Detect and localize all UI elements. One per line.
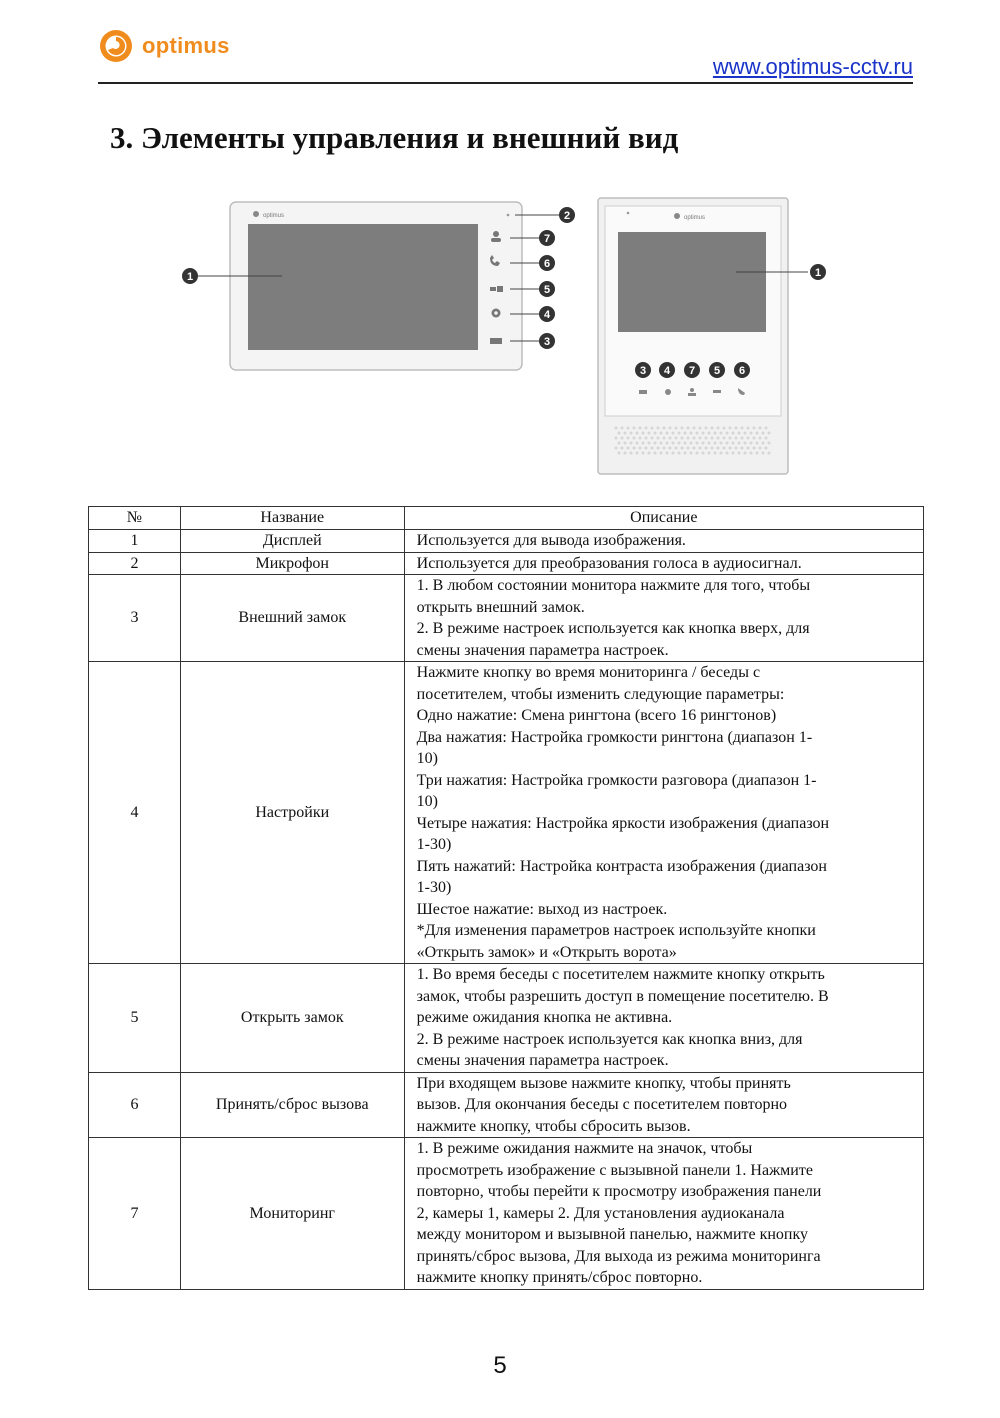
description-line: вызов. Для окончания беседы с посетителем повторно: [416, 1096, 788, 1113]
table-row: [89, 552, 924, 575]
page-header: [98, 26, 913, 84]
description-line: Шестое нажатие: выход из настроек.: [416, 900, 668, 918]
description-line: Три нажатия: Настройка громкости разговора (диапазон 1-: [416, 771, 817, 789]
callout-1-right: [810, 264, 826, 280]
optimus-logo: [98, 28, 230, 64]
row-number: 5: [89, 964, 181, 1073]
row-name: Принять/сброс вызова: [180, 1072, 404, 1138]
front-button-6: [734, 362, 750, 378]
svg-text:5: 5: [713, 365, 721, 377]
callout-1-left: [182, 268, 198, 284]
monitor-brand-label: optimus: [263, 213, 285, 219]
svg-text:1: 1: [814, 267, 822, 279]
row-description: [404, 575, 923, 662]
description-line: 1-30): [416, 836, 452, 853]
description-line: Пять нажатий: Настройка контраста изображения (диапазон: [416, 857, 827, 875]
table-row: [89, 662, 924, 964]
callout-5: [539, 281, 555, 297]
svg-text:6: 6: [738, 365, 746, 377]
monitor-screen: [248, 224, 478, 350]
description-line: замок, чтобы разрешить доступ в помещение посетителю. В: [416, 987, 829, 1005]
column-header-name: Название: [180, 507, 404, 530]
description-line: *Для изменения параметров настроек используйте кнопки: [416, 922, 816, 939]
controls-table: [88, 506, 924, 1290]
website-link[interactable]: www.optimus-cctv.ru: [712, 54, 913, 79]
row-number: 6: [89, 1072, 181, 1138]
front-button-7: [684, 362, 700, 378]
description-line: принять/сброс вызова, Для выхода из режима мониторинга: [416, 1247, 821, 1265]
description-line: между монитором и вызывной панелью, нажмите кнопку: [416, 1226, 809, 1243]
table-row: [89, 530, 924, 553]
svg-text:4: 4: [543, 309, 551, 321]
description-line: смены значения параметра настроек.: [416, 641, 669, 659]
column-header-description: Описание: [404, 507, 923, 530]
row-description: [404, 1072, 923, 1138]
row-number: 7: [89, 1138, 181, 1290]
description-line: 1. Во время беседы с посетителем нажмите кнопку открыть: [416, 966, 825, 983]
description-line: открыть внешний замок.: [416, 598, 585, 616]
section-title: 3. Элементы управления и внешний вид: [110, 120, 679, 155]
callout-7: [539, 230, 555, 246]
monitor-horizontal: [230, 202, 522, 370]
description-line: 2, камеры 1, камеры 2. Для установления аудиоканала: [416, 1204, 785, 1222]
callout-6: [539, 255, 555, 271]
description-line: 10): [416, 750, 438, 767]
description-line: нажмите кнопку, чтобы сбросить вызов.: [416, 1117, 691, 1135]
table-header-row: [89, 507, 924, 530]
description-line: 1. В режиме ожидания нажмите на значок, чтобы: [416, 1140, 753, 1157]
description-line: просмотреть изображение с вызывной панели 1. Нажмите: [416, 1161, 813, 1179]
svg-text:6: 6: [543, 258, 551, 270]
device-illustration: [170, 190, 840, 482]
row-number: 1: [89, 530, 181, 553]
description-line: посетителем, чтобы изменить следующие параметры:: [416, 685, 785, 703]
panel-screen: [618, 232, 766, 332]
description-line: Используется для преобразования голоса в аудиосигнал.: [416, 554, 802, 572]
description-line: смены значения параметра настроек.: [416, 1052, 669, 1069]
table-row: [89, 964, 924, 1073]
description-line: 1. В любом состоянии монитора нажмите для того, чтобы: [416, 577, 811, 594]
callout-2: [559, 207, 575, 223]
svg-text:3: 3: [639, 365, 647, 377]
row-name: Микрофон: [180, 552, 404, 575]
svg-text:3: 3: [543, 336, 551, 348]
row-description: [404, 1138, 923, 1290]
row-number: 4: [89, 662, 181, 964]
panel-brand-label: optimus: [684, 215, 706, 221]
callout-3: [539, 333, 555, 349]
svg-text:5: 5: [543, 284, 551, 296]
row-number: 2: [89, 552, 181, 575]
description-line: режиме ожидания кнопка не активна.: [416, 1009, 673, 1026]
description-line: 2. В режиме настроек используется как кнопка вниз, для: [416, 1030, 803, 1048]
optimus-logo-icon: [98, 28, 134, 64]
description-line: повторно, чтобы перейти к просмотру изображения панели: [416, 1183, 822, 1200]
svg-text:7: 7: [688, 365, 696, 377]
row-description: [404, 552, 923, 575]
description-line: 10): [416, 793, 438, 810]
row-description: [404, 662, 923, 964]
column-header-number: №: [89, 507, 181, 530]
description-line: Одно нажатие: Смена рингтона (всего 16 рингтонов): [416, 707, 777, 724]
description-line: 1-30): [416, 879, 452, 896]
row-name: Внешний замок: [180, 575, 404, 662]
row-description: [404, 964, 923, 1073]
front-button-3: [635, 362, 651, 378]
description-line: Четыре нажатия: Настройка яркости изображения (диапазон: [416, 814, 830, 832]
svg-text:4: 4: [663, 365, 671, 377]
page-number: 5: [493, 1352, 507, 1379]
description-line: 2. В режиме настроек используется как кнопка вверх, для: [416, 620, 810, 637]
svg-text:2: 2: [563, 210, 571, 222]
description-line: «Открыть замок» и «Открыть ворота»: [416, 943, 677, 961]
logo-text: optimus: [142, 33, 230, 58]
callout-4: [539, 306, 555, 322]
description-line: Нажмите кнопку во время мониторинга / беседы с: [416, 664, 761, 681]
svg-text:1: 1: [186, 271, 194, 283]
description-line: Используется для вывода изображения.: [416, 532, 686, 549]
row-name: Дисплей: [180, 530, 404, 553]
row-name: Открыть замок: [180, 964, 404, 1073]
description-line: Два нажатия: Настройка громкости рингтона (диапазон 1-: [416, 728, 813, 746]
table-row: [89, 1138, 924, 1290]
front-button-4: [659, 362, 675, 378]
monitor-vertical: [598, 198, 788, 474]
front-button-5: [709, 362, 725, 378]
svg-text:7: 7: [543, 233, 551, 245]
row-number: 3: [89, 575, 181, 662]
row-description: [404, 530, 923, 553]
description-line: нажмите кнопку принять/сброс повторно.: [416, 1269, 703, 1286]
row-name: Настройки: [180, 662, 404, 964]
table-row: [89, 1072, 924, 1138]
table-row: [89, 575, 924, 662]
description-line: При входящем вызове нажмите кнопку, чтобы принять: [416, 1074, 791, 1092]
row-name: Мониторинг: [180, 1138, 404, 1290]
